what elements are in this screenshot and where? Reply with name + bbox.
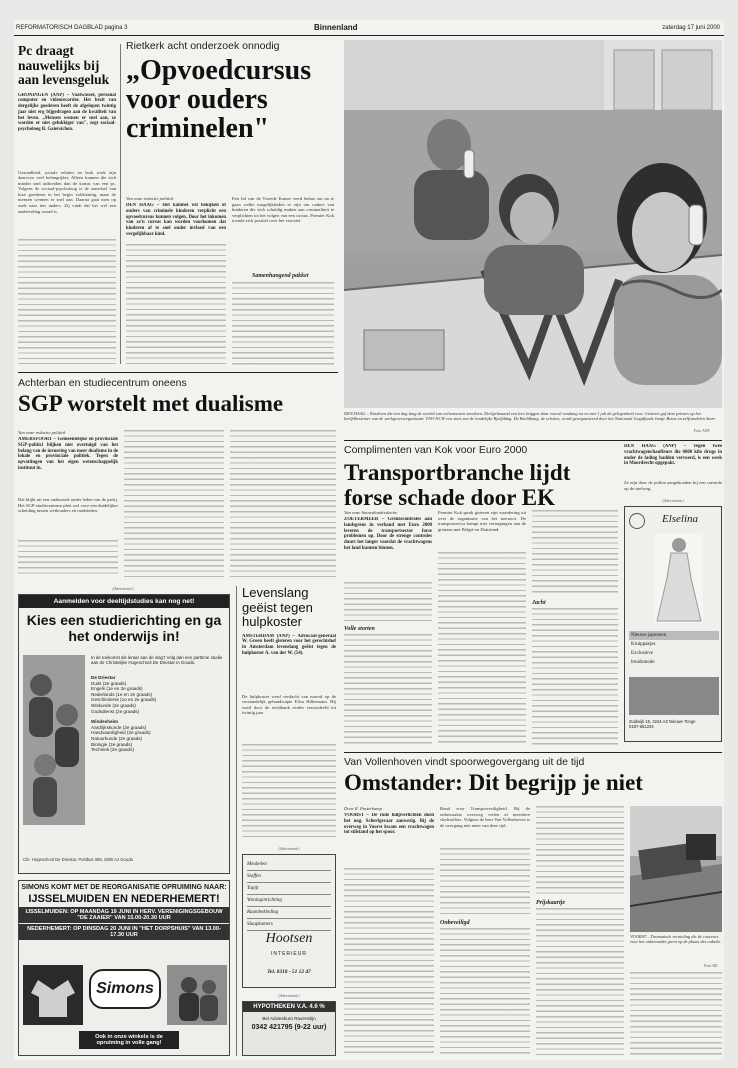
- omstander-col1: [344, 806, 434, 865]
- header-left: REFORMATORISCH DAGBLAD pagina 3: [16, 25, 128, 31]
- pc-lead: GRONINGEN (ANP) – Vaatwasser, personal computer en videorecorder. Het bezit van dergelijke goederen heeft de afgelopen twintig jaar niet erg bijgedragen aan de kwaliteit van het leven. „Mensen wensen er snel aan, ze worden er niet gelukkiger van", zegt sociaal-psycholoog B. Gaiersichen.: [18, 92, 116, 133]
- ad-hypotheken: [242, 1001, 336, 1056]
- omstander-subhead1: Onbeveiligd: [440, 920, 470, 926]
- ad2-tagline: Ook in onze winkels is de opruiming in volle gang!: [79, 1031, 179, 1049]
- ad5-line-3: Exclusieve: [631, 651, 653, 656]
- ad1-item-1: Duits (2e graads): [91, 680, 127, 686]
- ad1-label: (Advertentie): [112, 586, 134, 591]
- ad1-item-5: Wiskunde (2e graads): [91, 702, 136, 708]
- railway-crash-photo: [630, 806, 722, 932]
- transport-article: [344, 444, 614, 510]
- ad5-bride-photo: [655, 533, 703, 623]
- ad5-logo-icon: [629, 513, 645, 529]
- sgp-article: [18, 377, 338, 416]
- ad1-item-7: Aardrijkskunde (2e graads): [91, 724, 147, 730]
- transport-lead: ZOETERMEER – Grenzecontroles aan landsgrens in verband met Euro 2000 leveren de transportsector forse problemen op. Door de strenge controles duurt het langer voordat de vrachtwagens het land kunnen binnen.: [344, 517, 432, 551]
- omstander-col1-text: [344, 868, 434, 1056]
- sgp-col1-text: [18, 540, 118, 578]
- ad-driestar: [18, 594, 230, 874]
- rietkerk-kicker: Rietkerk acht onderzoek onnodig: [126, 40, 280, 52]
- ad3-item-3: Tapijt: [247, 883, 331, 895]
- ad4-title: HYPOTHEKEN V.A. 4.6 %: [243, 1002, 335, 1012]
- ad5-lines: [629, 631, 719, 667]
- ad3-item-6: Slaapkamers: [247, 919, 331, 931]
- transport-body: Premier Kok sprak gisteren zijn waardering uit over de organisatie van het toernooi. De transportsector kampt met vertragingen aan de grenzen met België en Duitsland.: [438, 510, 526, 532]
- ad4-sub: Bel Adviesburo Ravenstijn: [262, 1016, 316, 1021]
- omstander-subhead2: Prijskaartje: [536, 900, 566, 906]
- sgp-col3-text: [230, 430, 336, 578]
- ad1-banner: Aanmelden voor deeltijdstudies kan nog net!: [19, 595, 229, 608]
- photo-illustration: [344, 40, 722, 408]
- transport-subhead2: Jacht: [532, 600, 546, 606]
- ad2-brand-logo: [89, 969, 161, 1009]
- ad2-line2: IJSSELMUIDEN EN NEDERHEMERT!: [28, 893, 220, 905]
- ad5-line-1: Nieuwe japonnen: [629, 631, 719, 640]
- ad5-label: (Advertentie): [662, 498, 684, 503]
- sgp-lead: AMERSFOORT – Gemeentelijke en provinciale SGP-politici blijken niet overtuigd van het belang van de invoering van meer dualisme in de lokale en provinciale politiek. Tegen de opvattingen van het eigen wetenschappelijk instituut in.: [18, 437, 118, 471]
- transport-col1: [344, 510, 432, 581]
- photo-credit: Foto: ANP: [694, 429, 710, 433]
- omstander-byline: Door R. Pasterkamp: [344, 806, 382, 811]
- hulpkoster-body: De hulpkoster werd verdacht van moord op de verstandelijk gehandicapte Elisa Hilkemann. Hij werd door de rechtbank eerder veroordeeld tot twintig jaar.: [242, 693, 336, 716]
- transport-col1-text: [344, 582, 432, 624]
- sgp-heading: SGP worstelt met dualisme: [18, 391, 284, 416]
- ad5-address: Zuidwijk 16, 3244 AZ Nieuwe Tonge: [629, 719, 696, 724]
- pc-article: [18, 44, 116, 364]
- ad1-item-8: Handvaardigheid (2e graads): [91, 730, 151, 736]
- rietkerk-lead: DEN HAAG – Het kabinet wil bekijken of ouders van criminele kinderen verplicht een opvoedcursus kunnen volgen. Door het inkomen van ze'n cursus kan worden voorkomen dat kinderen af te snel onder invloed van een vergelijkbaar kind.: [126, 203, 226, 237]
- ad1-people-illustration: [23, 655, 85, 825]
- ad2-clothing-icon: [23, 965, 83, 1025]
- ad2-people-icon: [167, 965, 227, 1025]
- rietkerk-col1: [126, 196, 226, 243]
- ad1-item-6: Godsdienst (2e graads): [91, 708, 140, 714]
- transport-subhead1: Volle storten: [344, 626, 375, 632]
- hulpkoster-text: [242, 744, 336, 840]
- crash-caption: VOORST – Dramatisch vernieling die de coureurs voor het onbewaakte grein op de plaats des onheils.: [630, 934, 722, 945]
- sgp-col1: [18, 430, 118, 533]
- ad5-line-2: Kruippakjes: [631, 642, 656, 647]
- rietkerk-col2: [232, 196, 334, 258]
- page-header: [14, 20, 724, 36]
- section-rule-2: [344, 440, 722, 441]
- header-section: Binnenland: [314, 23, 358, 32]
- ad-simons: [18, 880, 230, 1056]
- ad3-item-4: Woninginrichting: [247, 895, 331, 907]
- ad3-sub: INTERIEUR: [271, 951, 307, 957]
- ad1-item-10: Biologie (2e graads): [91, 741, 133, 747]
- photo-caption: [344, 411, 722, 429]
- ad1-section2-title: Windesheim: [91, 719, 119, 725]
- ad4-label: (Advertentie): [278, 993, 300, 998]
- column-divider-2: [236, 586, 237, 1056]
- omstander-col2-text: [440, 848, 530, 918]
- ad1-item-9: Natuurkunde (2e graads): [91, 735, 143, 741]
- omstander-col2-text-2: [440, 928, 530, 1056]
- header-date: zaterdag 17 juni 2000: [662, 25, 720, 31]
- ad1-lists: [91, 675, 225, 753]
- hulpkoster-article: [242, 586, 336, 728]
- pc-body-continued: [18, 239, 116, 364]
- crash-credit: Foto: RD: [704, 964, 718, 968]
- hulpkoster-heading: Levenslang geëist tegen hulpkoster: [242, 585, 313, 629]
- omstander-lead: VOORST – De rode hulpverlichten doen het nog. Scherfgevaar aanwezig. Bij de overweg in Voorst kwam een vrachtwagen tot stilstand op het spoor.: [344, 813, 434, 836]
- ad2-line3: IJSSELMUIDEN: OP MAANDAG 19 JUNI IN HERV. VERENIGINGSGEBOUW "DE ZAAIER" VAN 15.00-20.30 UUR: [19, 907, 229, 923]
- pc-body: Gezondheid, sociale relaties en leuk werk zijn daarvoor veel belangrijker. Alleen kunnen die zich minder snel uitbreiden dan de komst van een pc. Volgens de sociaal-psycholoog is de aanschaf van luxe goederen in het begin voldoening, maar de mensen wennen er snel aan. Daarna gaat men op zoek naar iets anders. Zij vindt dat het wel een aanbeveling waard is.: [18, 169, 116, 214]
- section-rule: [18, 372, 338, 373]
- rietkerk-body: Een lid van de Tweede Kamer werd belast om na te gaan welke mogelijkheden er zijn om ouders van kinderen die zich schuldig maken aan criminaliteit te verplichten tot het volgen van een cursus. Premier Kok toonde zich positief over het voorstel.: [232, 196, 334, 224]
- ad2-brand: Simons: [96, 980, 154, 997]
- omstander-kicker: Van Vollenhoven vindt spoorwegovergang uit de tijd: [344, 756, 585, 768]
- transport-col2: [438, 510, 526, 550]
- ad2-promo-box: [23, 965, 83, 1025]
- photo-caption-text: DEN HAAG – Kinderen die een dag lang de wereld van volwassenen meedoen. Deelgelmaand een lees kriggen daar vooral vandaag tot en met 1 juli de gelegenheid voor. Gisteren gaf deze prinses op het beelfdbestemer van de werkgeversorganisatie VNO-NCW een start met de landelijke Byelfddag. De Beeldbaag, de scholen, wordt georganiseerd door het Nationaal Jeugdfonds Jantje Beton en zelfcandelen Starr.: [344, 411, 716, 422]
- ad3-items: [247, 859, 331, 931]
- rietkerk-byline: Van onze redactie politiek: [126, 196, 174, 201]
- ad3-item-1: Meubelen: [247, 859, 331, 871]
- sgp-kicker: Achterban en studiecentrum oneens: [18, 377, 187, 389]
- ad-hootsen: [242, 854, 336, 988]
- children-phone-photo: [344, 40, 722, 408]
- den-haag-brief: [624, 444, 722, 492]
- omstander-col2: [440, 806, 530, 846]
- omstander-article: [344, 756, 722, 795]
- den-haag-body: Ze zijn door de politie aangehouden bij een controle op de snelweg.: [624, 480, 722, 491]
- transport-col3-text: [532, 510, 618, 596]
- ad1-intro: In de toekomst als leraar aan de slag? Volg dan een parttime studie aan de Christelijke Hogeschool De Driestar in Gouda.: [91, 655, 223, 666]
- ad1-item-4: Geschiedenis (1e en 2e graads): [91, 697, 157, 703]
- ad5-phone: 0187-651234: [629, 724, 654, 729]
- transport-heading: Transportbranche lijdt forse schade door EK: [344, 460, 571, 510]
- ad5-contact: [629, 719, 719, 729]
- ad3-label: (Advertentie): [278, 846, 300, 851]
- rietkerk-col2-text: [232, 282, 334, 368]
- omstander-col3-text: [536, 806, 624, 898]
- den-haag-lead: DEN HAAG (ANP) – Tegen twee vrachtwagenchauffeurs die 6000 kilo drugs in onder de lading hadden vervoerd, is een week in Moordrecht opgepakt.: [624, 444, 722, 467]
- section-rule-3: [344, 752, 722, 753]
- sgp-byline: Van onze redactie politiek: [18, 430, 66, 435]
- crash-illustration: [630, 806, 722, 932]
- omstander-heading: Omstander: Dit begrijp je niet: [344, 770, 643, 795]
- pc-heading: Pc draagt nauwelijks bij aan levensgeluk: [18, 43, 110, 87]
- ad1-footer: Chr. Hogeschool De Driestar, Postbus 368, 2800 AJ Gouda: [23, 857, 133, 862]
- ad1-section1-title: De Driestar: [91, 675, 116, 680]
- transport-col1-text-2: [344, 634, 432, 746]
- newspaper-page: [14, 20, 724, 1060]
- ad4-phone: 0342 421795 (9-22 uur): [251, 1024, 327, 1031]
- column-divider: [120, 44, 121, 364]
- rietkerk-col1-text: [126, 244, 226, 368]
- ad-elselina: [624, 506, 722, 742]
- transport-col2-text: [438, 552, 526, 746]
- ad3-item-2: Stoffen: [247, 871, 331, 883]
- ad5-line-4: bruidsmode: [631, 660, 655, 665]
- transport-col3-text-2: [532, 608, 618, 746]
- ad1-item-11: Techniek (2e graads): [91, 747, 134, 753]
- omstander-col3-text-2: [536, 908, 624, 1056]
- ad3-phone: Tel. 0318 - 51 12 47: [267, 969, 311, 975]
- ad2-line1: SIMONS KOMT MET DE REORGANISATIE OPRUIMING NAAR:: [21, 884, 227, 891]
- rietkerk-heading: „Opvoedcursus voor ouders criminelen": [126, 55, 312, 144]
- ad3-item-5: Raambekleding: [247, 907, 331, 919]
- ad1-item-2: Engels (1e en 2e graads): [91, 686, 143, 692]
- sgp-body: Dat blijkt uit een onderzoek onder leden van de partij. Het SGP-studiecentrum pleit wel voor een duidelijker scheiding tussen wethouders en raadsleden.: [18, 497, 118, 514]
- crash-article-text: [630, 972, 722, 1056]
- ad5-dress-icon: [655, 533, 703, 623]
- ad1-headline: Kies een studierichting en ga het onderwijs in!: [26, 612, 222, 644]
- ad2-photo: [167, 965, 227, 1025]
- ad3-brand: Hootsen: [265, 931, 313, 946]
- transport-byline: Van onze binnenlandredactie: [344, 510, 398, 515]
- ad1-item-3: Nederlands (1e en 2e graads): [91, 691, 153, 697]
- rietkerk-subhead: Samenhangend pakket: [252, 273, 309, 279]
- ad2-line4: NEDERHEMERT: OP DINSDAG 20 JUNI IN "HET DORPSHUIS" VAN 13.00-17.30 UUR: [19, 924, 229, 940]
- ad5-photo-2: [629, 677, 719, 715]
- ad1-photo: [23, 655, 85, 825]
- hulpkoster-lead: AMSTERDAM (ANP) – Advocaat-generaal W. Groen heeft gisteren voor het gerechtshof in Amsterdam levenslang geëist tegen de hulpkoster A. van der W. (54).: [242, 633, 336, 656]
- sgp-col2-text: [124, 430, 224, 578]
- omstander-body: Rond voor Transportveiligheid. Bij de onbewaakte overweg vielen al meerdere slachtoffers. Volgens de heer Van Vollenhoven is de overgang niet meer van deze tijd.: [440, 806, 530, 828]
- ad5-brand: Elselina: [661, 513, 699, 525]
- transport-kicker: Complimenten van Kok voor Euro 2000: [344, 444, 528, 456]
